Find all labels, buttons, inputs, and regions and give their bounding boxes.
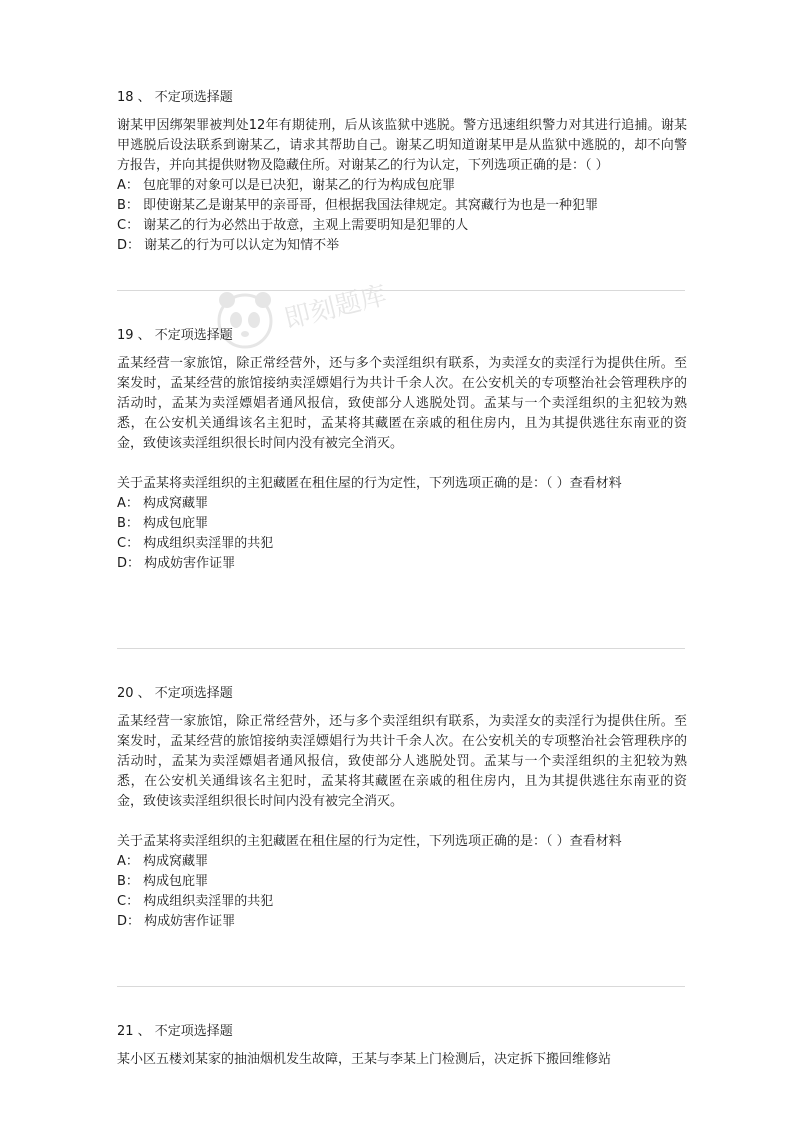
question-stem: 孟某经营一家旅馆，除正常经营外，还与多个卖淫组织有联系，为卖淫女的卖淫行为提供住所。至案发时，孟某经营的旅馆接纳卖淫嫖娼行为共计千余人次。在公安机关的专项整治社会管理秩序的活动时，孟某为卖淫嫖娼者通风报信，致使部分人逃脱处罚。孟某与一个卖淫组织的主犯较为熟悉，在公安机关通缉该名主犯时，孟某将其藏匿在亲戚的租住房内，且为其提供逃往东南亚的资金，致使该卖淫组织很长时间内没有被完全消灭。 <box>117 714 687 809</box>
option-a[interactable]: A： 构成窝藏罪 <box>117 496 209 511</box>
divider <box>117 290 685 291</box>
question-stem: 孟某经营一家旅馆，除正常经营外，还与多个卖淫组织有联系，为卖淫女的卖淫行为提供住所。至案发时，孟某经营的旅馆接纳卖淫嫖娼行为共计千余人次。在公安机关的专项整治社会管理秩序的活动时，孟某为卖淫嫖娼者通风报信，致使部分人逃脱处罚。孟某与一个卖淫组织的主犯较为熟悉，在公安机关通缉该名主犯时，孟某将其藏匿在亲戚的租住房内，且为其提供逃往东南亚的资金，致使该卖淫组织很长时间内没有被完全消灭。 <box>117 356 687 451</box>
question-title: 19 、 不定项选择题 <box>117 328 233 343</box>
question-18 <box>117 88 687 256</box>
watermark-text: 即刻题库 <box>281 280 390 335</box>
option-d[interactable]: D： 构成妨害作证罪 <box>117 556 236 571</box>
question-title: 18 、 不定项选择题 <box>117 90 233 105</box>
option-a[interactable]: A： 包庇罪的对象可以是已决犯，谢某乙的行为构成包庇罪 <box>117 178 456 193</box>
question-21 <box>117 1022 687 1070</box>
option-d[interactable]: D： 谢某乙的行为可以认定为知情不举 <box>117 238 340 253</box>
question-19 <box>117 326 687 574</box>
question-title: 21 、 不定项选择题 <box>117 1024 233 1039</box>
option-c[interactable]: C： 构成组织卖淫罪的共犯 <box>117 536 274 551</box>
options-list <box>117 176 687 256</box>
divider <box>117 648 685 649</box>
option-c[interactable]: C： 谢某乙的行为必然出于故意，主观上需要明知是犯罪的人 <box>117 218 469 233</box>
divider <box>117 986 685 987</box>
option-d[interactable]: D： 构成妨害作证罪 <box>117 914 236 929</box>
option-b[interactable]: B： 即使谢某乙是谢某甲的亲哥哥，但根据我国法律规定。其窝藏行为也是一种犯罪 <box>117 198 599 213</box>
question-20 <box>117 684 687 932</box>
question-stem: 谢某甲因绑架罪被判处12年有期徒刑，后从该监狱中逃脱。警方迅速组织警力对其进行追捕。谢某甲逃脱后设法联系到谢某乙，请求其帮助自己。谢某乙明知道谢某甲是从监狱中逃脱的，却不向警方报告，并向其提供财物及隐藏住所。对谢某乙的行为认定，下列选项正确的是：（ ） <box>117 118 687 173</box>
question-subprompt: 关于孟某将卖淫组织的主犯藏匿在租住屋的行为定性，下列选项正确的是：（ ）查看材料 <box>117 476 622 491</box>
options-list <box>117 494 687 574</box>
option-b[interactable]: B： 构成包庇罪 <box>117 516 209 531</box>
option-a[interactable]: A： 构成窝藏罪 <box>117 854 209 869</box>
options-list <box>117 852 687 932</box>
question-title: 20 、 不定项选择题 <box>117 686 233 701</box>
question-subprompt: 关于孟某将卖淫组织的主犯藏匿在租住屋的行为定性，下列选项正确的是：（ ）查看材料 <box>117 834 622 849</box>
option-c[interactable]: C： 构成组织卖淫罪的共犯 <box>117 894 274 909</box>
question-stem: 某小区五楼刘某家的抽油烟机发生故障，王某与李某上门检测后，决定拆下搬回维修站 <box>117 1052 612 1067</box>
option-b[interactable]: B： 构成包庇罪 <box>117 874 209 889</box>
